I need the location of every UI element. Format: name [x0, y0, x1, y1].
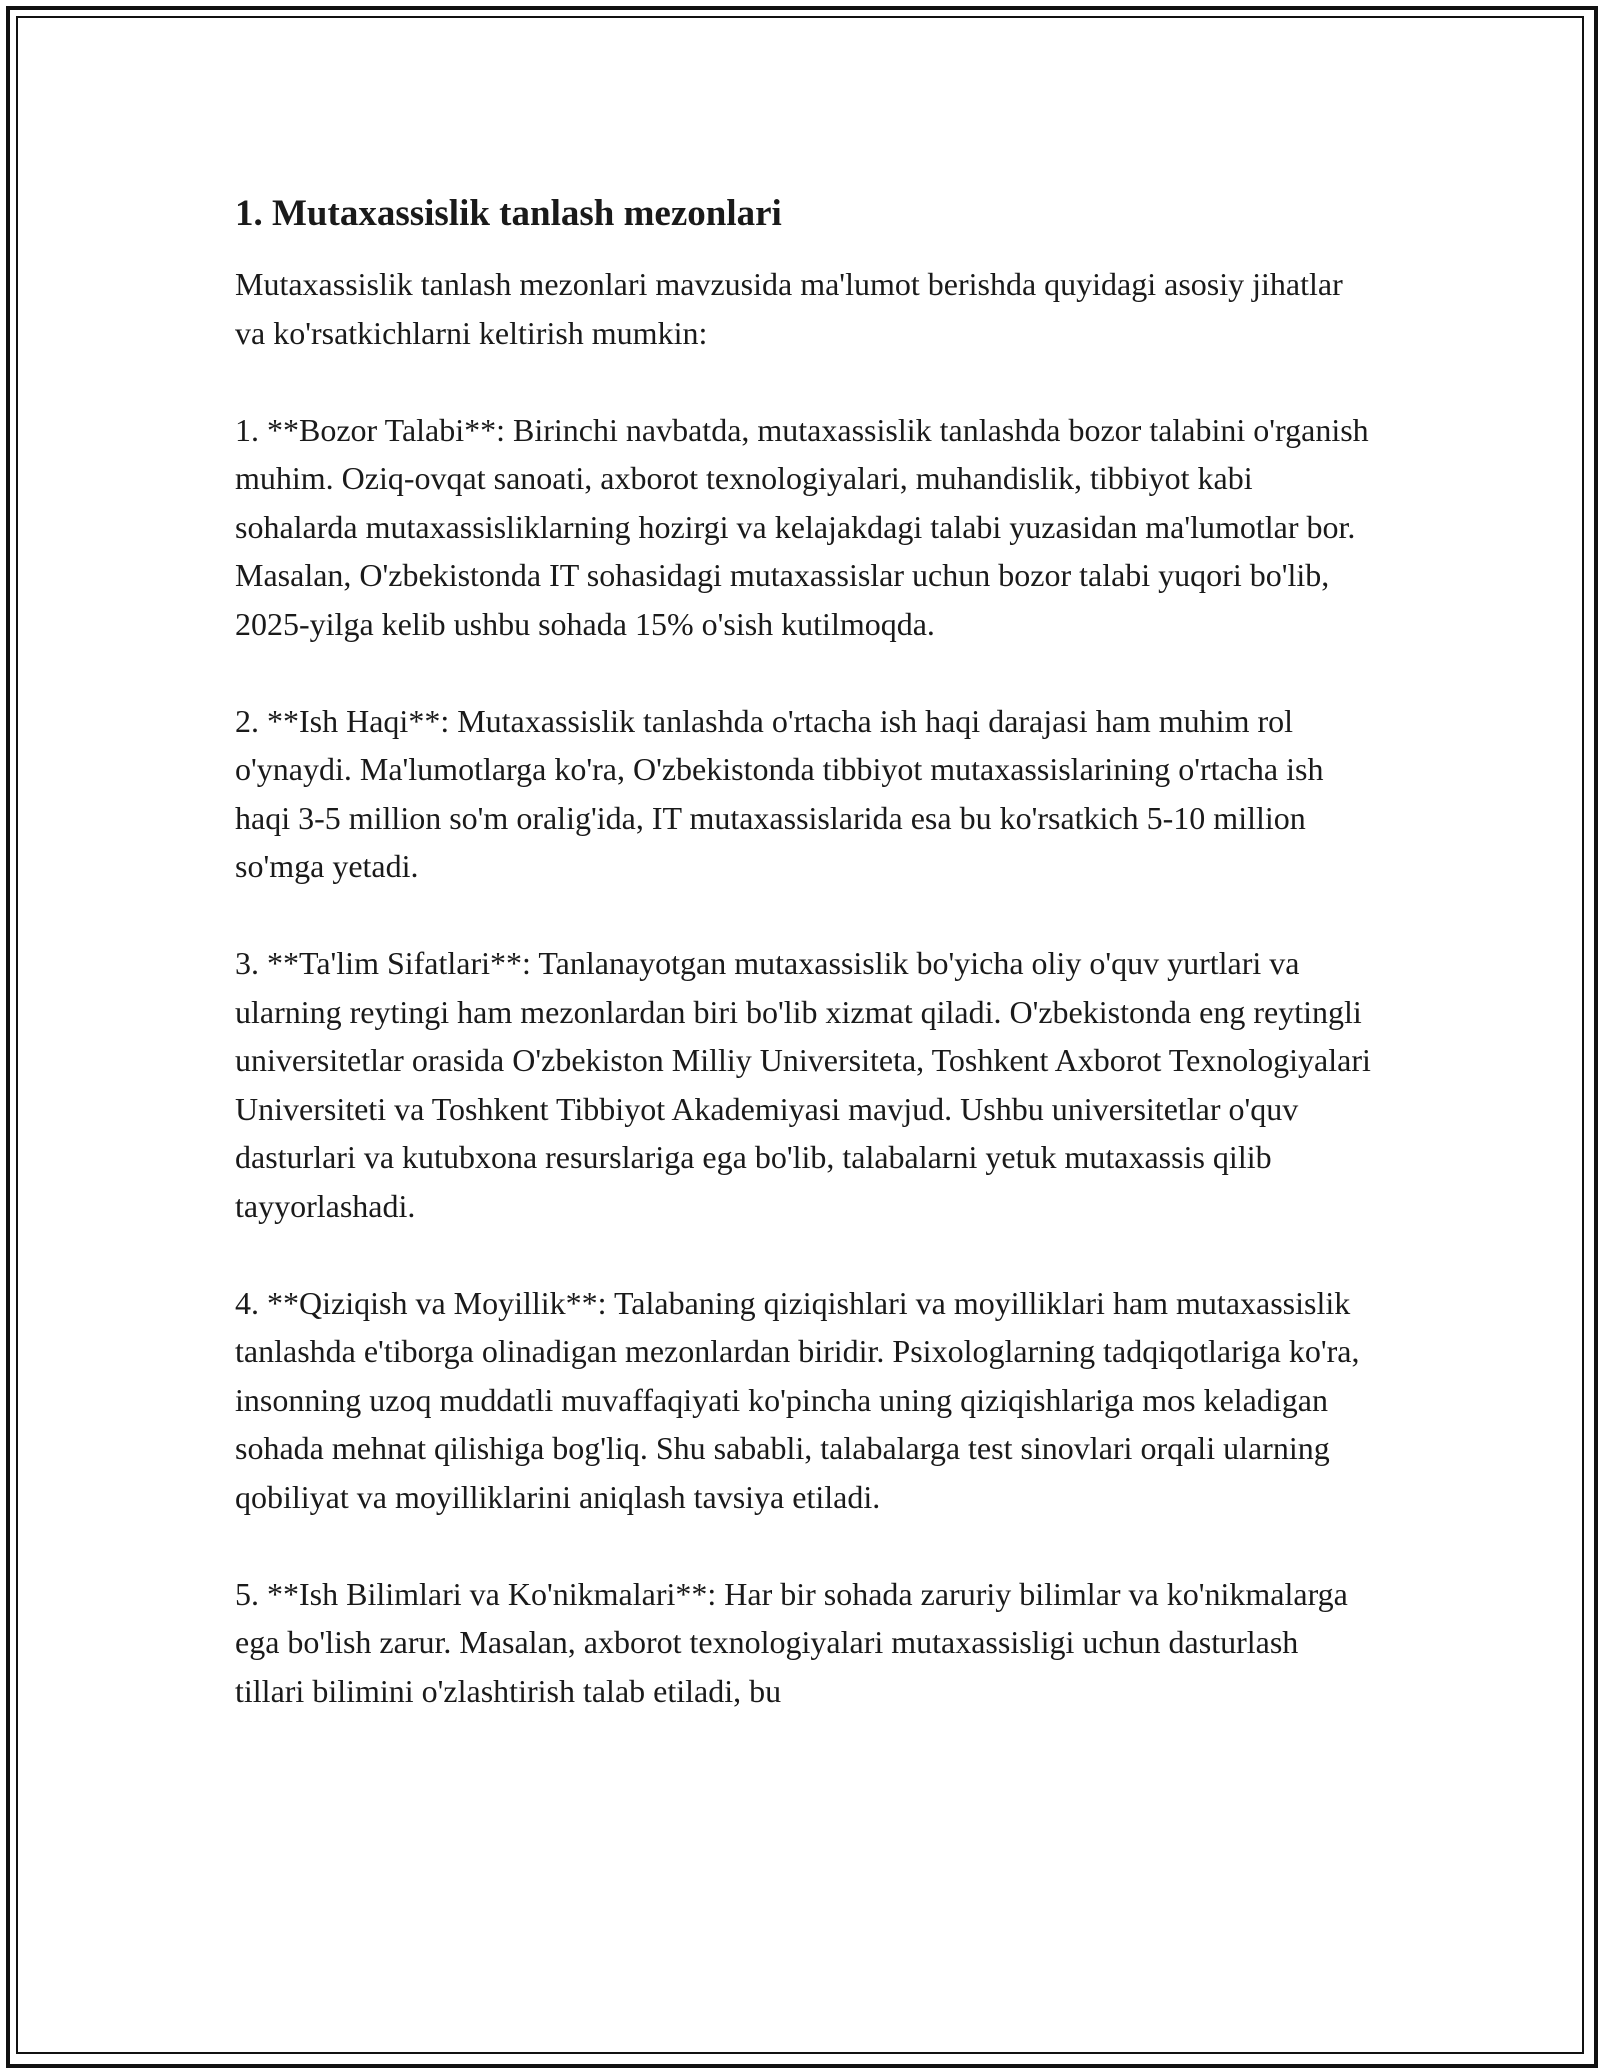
section-heading: 1. Mutaxassislik tanlash mezonlari: [235, 193, 782, 234]
intro-paragraph: Mutaxassislik tanlash mezonlari mavzusida ma'lumot berishda quyidagi asosiy jihatlar va ko'rsatkichlarni keltirish mumkin:: [235, 266, 1343, 351]
paragraph-ish-bilimlari: 5. **Ish Bilimlari va Ko'nikmalari**: Har bir sohada zaruriy bilimlar va ko'nikmalarga ega bo'lish zarur. Masalan, axborot texnologiyalari mutaxassisligi uchun dasturlash tillari bilimini o'zlashtirish talab etiladi, bu: [235, 1575, 1348, 1709]
paragraph-bozor-talabi: 1. **Bozor Talabi**: Birinchi navbatda, mutaxassislik tanlashda bozor talabini o'rganish muhim. Oziq-ovqat sanoati, axborot texnologiyalari, muhandislik, tibbiyot kabi sohalarda mutaxassisliklarning hozirgi va kelajakdagi talabi yuzasidan ma'lumotlar bor. Masalan, O'zbekistonda IT sohasidagi mutaxassislar uchun bozor talabi yuqori bo'lib, 2025-yilga kelib ushbu sohada 15% o'sish kutilmoqda.: [235, 411, 1369, 642]
document-body: [235, 180, 1375, 1764]
paragraph-qiziqish-moyillik: 4. **Qiziqish va Moyillik**: Talabaning qiziqishlari va moyilliklari ham mutaxassislik tanlashda e'tiborga olinadigan mezonlardan biridir. Psixologlarning tadqiqotlariga ko'ra, insonning uzoq muddatli muvaffaqiyati ko'pincha uning qiziqishlariga mos keladigan sohada mehnat qilishiga bog'liq. Shu sababli, talabalarga test sinovlari orqali ularning qobiliyat va moyilliklarini aniqlash tavsiya etiladi.: [235, 1284, 1360, 1515]
paragraph-talim-sifatlari: 3. **Ta'lim Sifatlari**: Tanlanayotgan mutaxassislik bo'yicha oliy o'quv yurtlari va ularning reytingi ham mezonlardan biri bo'lib xizmat qiladi. O'zbekistonda eng reytingli universitetlar orasida O'zbekiston Milliy Universiteta, Toshkent Axborot Texnologiyalari Universiteti va Toshkent Tibbiyot Akademiyasi mavjud. Ushbu universitetlar o'quv dasturlari va kutubxona resurslariga ega bo'lib, talabalarni yetuk mutaxassis qilib tayyorlashadi.: [235, 945, 1371, 1224]
paragraph-ish-haqi: 2. **Ish Haqi**: Mutaxassislik tanlashda o'rtacha ish haqi darajasi ham muhim rol o'ynaydi. Ma'lumotlarga ko'ra, O'zbekistonda tibbiyot mutaxassislarining o'rtacha ish haqi 3-5 million so'm oralig'ida, IT mutaxassislarida esa bu ko'rsatkich 5-10 million so'mga yetadi.: [235, 702, 1324, 884]
